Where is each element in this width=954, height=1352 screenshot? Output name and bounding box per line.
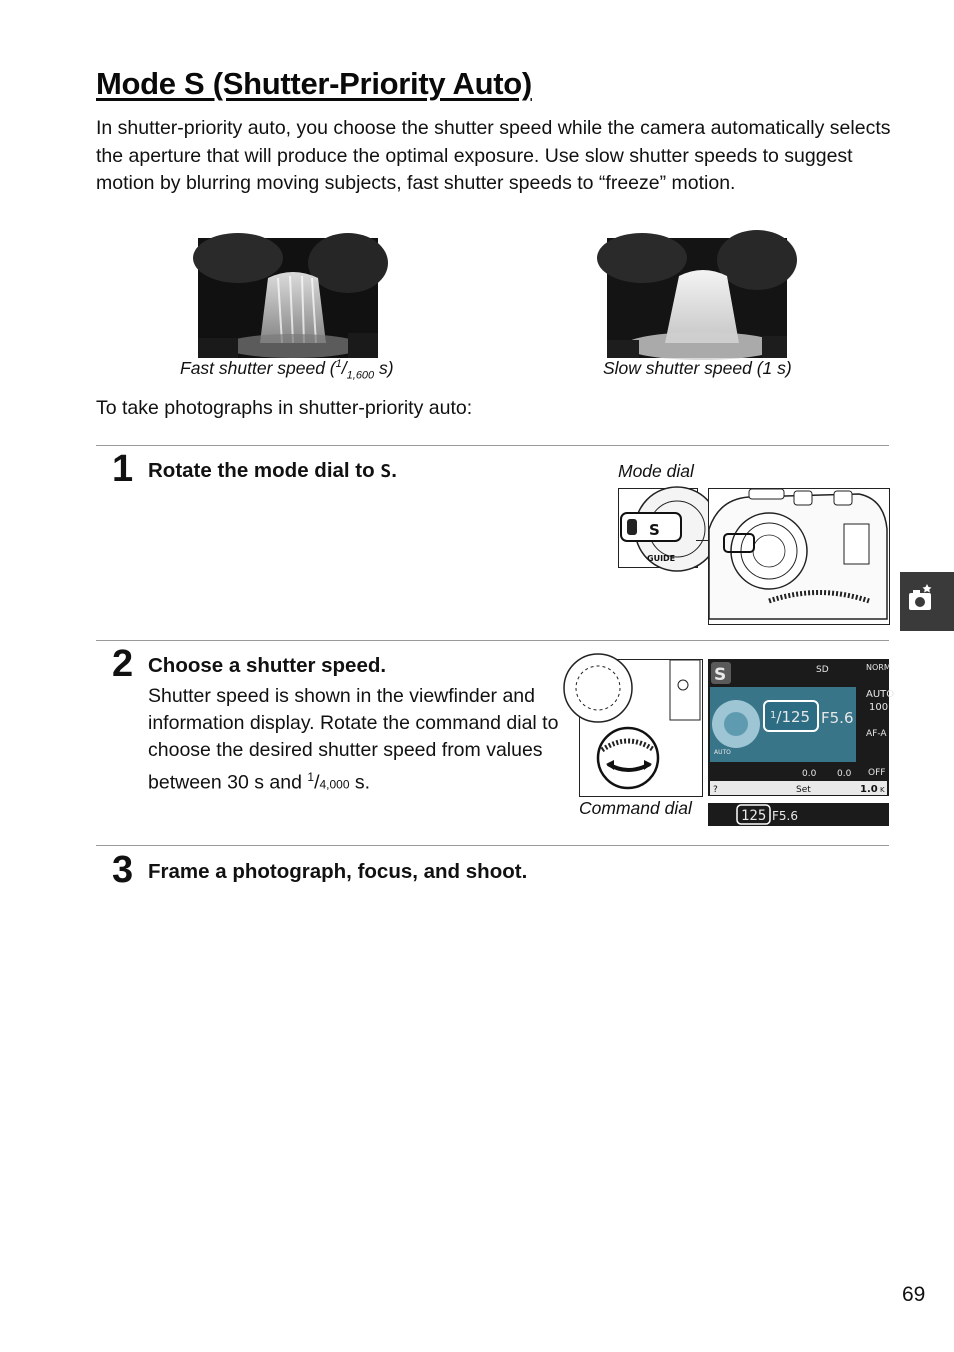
- mode-dial-label: Mode dial: [618, 461, 694, 481]
- display-aperture: F5.6: [821, 709, 854, 727]
- display-help: ?: [713, 785, 718, 795]
- information-display: [708, 659, 895, 796]
- display-flash-comp: 0.0: [837, 769, 852, 779]
- intro-paragraph: In shutter-priority auto, you choose the shutter speed while the camera automatically selects the aperture that will produce the optimal exposure. Use slow shutter speeds to suggest motion by blurring moving subjects, fast shutter speeds to “freeze” motion.: [96, 117, 891, 194]
- display-frames: 1.0: [860, 784, 878, 795]
- camera-scene-icon: [900, 572, 954, 631]
- step-divider: [96, 640, 889, 641]
- slow-shutter-photo: [607, 238, 787, 358]
- display-set: Set: [796, 785, 811, 795]
- page-title: Mode S (Shutter-Priority Auto): [96, 66, 532, 101]
- step-number: 2: [112, 643, 132, 685]
- step-title: Rotate the mode dial to S.: [148, 459, 397, 482]
- step-number: 1: [112, 448, 132, 490]
- fast-shutter-photo: [198, 238, 378, 358]
- fast-shutter-caption: Fast shutter speed ($^1/_{1,600}$ s): [180, 358, 394, 382]
- step-divider: [96, 445, 889, 446]
- display-af-mode: AF-A: [866, 729, 887, 739]
- viewfinder-aperture: F5.6: [772, 809, 798, 823]
- display-quality: NORM: [866, 663, 891, 672]
- display-exposure-comp: 0.0: [802, 769, 817, 779]
- step-divider: [96, 845, 889, 846]
- display-iso: 100: [869, 702, 889, 713]
- lead-sentence: To take photographs in shutter-priority auto:: [96, 397, 473, 419]
- svg-text:GUIDE: GUIDE: [647, 554, 676, 563]
- page-number: 69: [902, 1283, 926, 1306]
- viewfinder-shutter: 125: [741, 808, 767, 824]
- display-wb: AUTO: [866, 689, 895, 700]
- mode-dial-closeup: [618, 488, 698, 568]
- command-dial-label: Command dial: [579, 798, 692, 818]
- step-title: Frame a photograph, focus, and shoot.: [148, 860, 528, 883]
- command-dial-illustration: [579, 659, 703, 797]
- display-mode: S: [714, 665, 727, 685]
- step-number: 3: [112, 849, 132, 891]
- step-title: Choose a shutter speed.: [148, 654, 387, 677]
- step-body: Shutter speed is shown in the viewfinder and information display. Rotate the command dial to choose the desired shutter speed from values between 30 s and $^1$/4,000 s.: [148, 685, 559, 794]
- viewfinder-display: [708, 803, 889, 826]
- display-shutter: $^1$/125: [770, 708, 811, 726]
- svg-text:S: S: [649, 521, 660, 539]
- display-adl: OFF: [868, 768, 886, 778]
- camera-top-illustration: [708, 488, 890, 625]
- display-frames-unit: K: [880, 786, 885, 794]
- display-auto: AUTO: [714, 749, 731, 756]
- section-side-tab[interactable]: [900, 572, 954, 631]
- display-card: SD: [816, 665, 829, 675]
- slow-shutter-caption: Slow shutter speed (1 s): [603, 358, 792, 378]
